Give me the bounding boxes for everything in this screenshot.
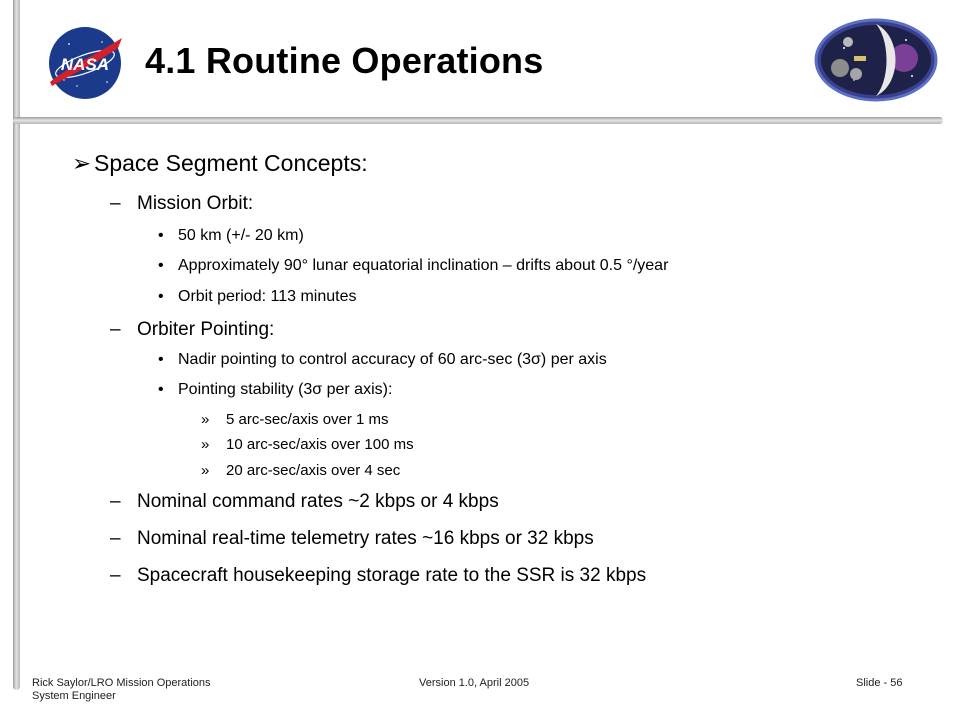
rate-text: Spacecraft housekeeping storage rate to the SSR is 32 kbps — [137, 565, 647, 586]
orbiter-pointing-label: Orbiter Pointing: — [137, 319, 275, 340]
dash-marker: – — [110, 565, 121, 586]
rate-item — [110, 565, 646, 587]
slide-title: 4.1 Routine Operations — [145, 40, 544, 81]
raquo-marker: » — [201, 411, 210, 428]
rate-text: Nominal command rates ~2 kbps or 4 kbps — [137, 491, 499, 512]
footer-version: Version 1.0, April 2005 — [419, 677, 530, 689]
pointing-bullet — [158, 351, 607, 369]
footer-author — [32, 677, 211, 703]
stability-text: 20 arc-sec/axis over 4 sec — [226, 462, 401, 479]
orbit-bullet-text: Orbit period: 113 minutes — [178, 288, 357, 305]
dot-marker: • — [158, 257, 164, 274]
orbiter-pointing-item — [110, 319, 274, 341]
orbit-bullet-text: 50 km (+/- 20 km) — [178, 227, 304, 244]
rate-item — [110, 491, 499, 513]
stability-item — [201, 436, 414, 453]
pointing-bullet — [158, 381, 392, 399]
dash-marker: – — [110, 319, 121, 340]
stability-text: 10 arc-sec/axis over 100 ms — [226, 436, 414, 453]
mission-orbit-label: Mission Orbit: — [137, 193, 254, 214]
arrow-bullet-icon: ➢ — [72, 150, 92, 176]
dash-marker: – — [110, 491, 121, 512]
orbit-bullet — [158, 227, 304, 245]
orbit-bullet — [158, 257, 668, 275]
raquo-marker: » — [201, 462, 210, 479]
pointing-bullet-text: Pointing stability (3σ per axis): — [178, 381, 393, 398]
heading-text: Space Segment Concepts: — [94, 150, 368, 176]
stability-item — [201, 462, 400, 479]
dash-marker: – — [110, 528, 121, 549]
orbit-bullet — [158, 288, 356, 306]
dash-marker: – — [110, 193, 121, 214]
pointing-bullet-text: Nadir pointing to control accuracy of 60 arc-sec (3σ) per axis — [178, 351, 607, 368]
svg-text:NASA: NASA — [60, 55, 110, 74]
raquo-marker: » — [201, 436, 210, 453]
slide-frame-vertical-bar — [13, 0, 20, 690]
footer-slide-number: Slide - 56 — [856, 677, 903, 689]
lro-mission-logo-icon — [814, 18, 938, 102]
nasa-logo-icon — [44, 22, 126, 104]
footer-author-line2: System Engineer — [32, 690, 116, 702]
slide-frame-horizontal-bar — [13, 117, 943, 124]
stability-text: 5 arc-sec/axis over 1 ms — [226, 411, 389, 428]
rate-text: Nominal real-time telemetry rates ~16 kbps or 32 kbps — [137, 528, 594, 549]
rate-item — [110, 528, 594, 550]
orbit-bullet-text: Approximately 90° lunar equatorial inclination – drifts about 0.5 °/year — [178, 257, 669, 274]
dot-marker: • — [158, 227, 164, 244]
dot-marker: • — [158, 381, 164, 398]
stability-item — [201, 411, 389, 428]
heading-space-segment — [72, 150, 368, 177]
dot-marker: • — [158, 351, 164, 368]
dot-marker: • — [158, 288, 164, 305]
mission-orbit-item — [110, 193, 253, 215]
footer-author-line1: Rick Saylor/LRO Mission Operations — [32, 677, 211, 689]
